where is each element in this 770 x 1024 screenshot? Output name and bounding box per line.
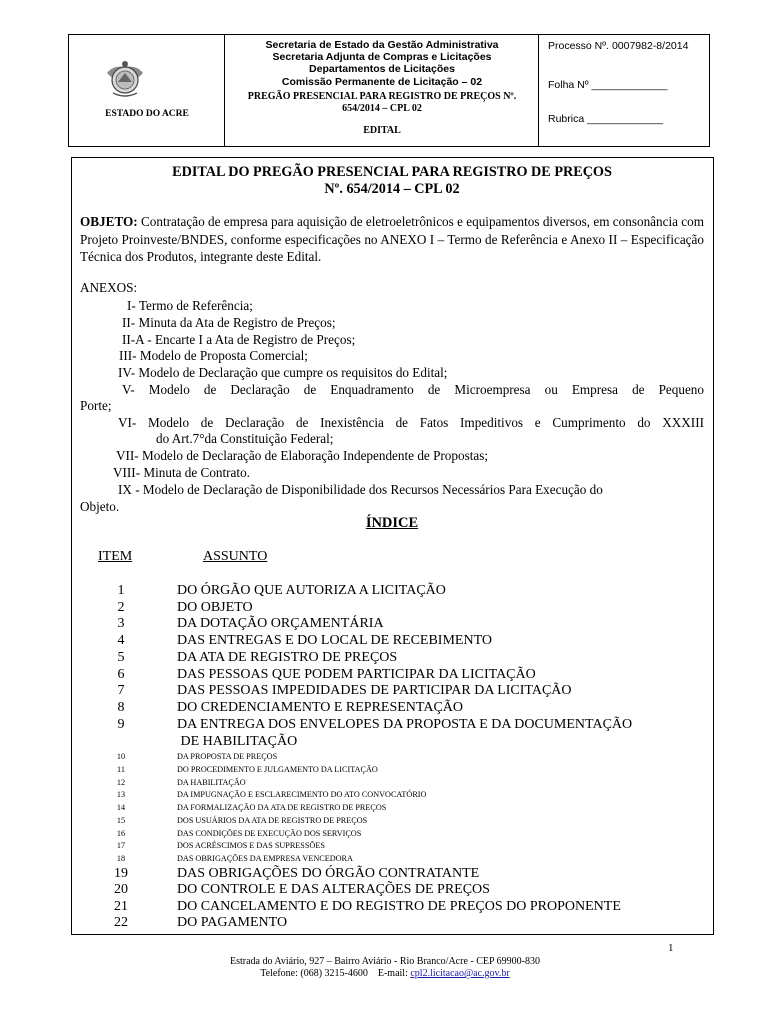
header-line: Secretaria Adjunta de Compras e Licitações xyxy=(272,51,492,63)
index-item-title: DAS OBRIGAÇÕES DO ÓRGÃO CONTRATANTE xyxy=(177,866,480,881)
process-number: Processo Nº. 0007982-8/2014 xyxy=(548,40,689,52)
index-item-number: 20 xyxy=(114,882,128,897)
index-item-title: DA ENTREGA DOS ENVELOPES DA PROPOSTA E DA DOCUMENTAÇÃO xyxy=(177,717,633,732)
header-line: Comissão Permanente de Licitação – 02 xyxy=(281,76,483,88)
state-label: ESTADO DO ACRE xyxy=(105,109,189,119)
footer-contact xyxy=(0,968,770,979)
header-line: 654/2014 – CPL 02 xyxy=(342,103,422,114)
index-item-title: DA PROPOSTA DE PREÇOS xyxy=(177,752,278,761)
index-item-title: DO PAGAMENTO xyxy=(177,915,288,930)
folha-field: Folha Nº _____________ xyxy=(548,79,668,91)
annex-item: VIII- Minuta de Contrato. xyxy=(113,465,250,480)
index-item-title: DAS CONDIÇÕES DE EXECUÇÃO DOS SERVIÇOS xyxy=(177,829,362,838)
annex-item: II- Minuta da Ata de Registro de Preços; xyxy=(122,315,336,330)
index-item-title: DAS ENTREGAS E DO LOCAL DE RECEBIMENTO xyxy=(177,633,492,648)
index-item-number: 13 xyxy=(116,790,126,799)
anexos-heading: ANEXOS: xyxy=(80,280,138,295)
index-item-title: DAS OBRIGAÇÕES DA EMPRESA VENCEDORA xyxy=(177,854,353,863)
index-item-title: DA FORMALIZAÇÃO DA ATA DE REGISTRO DE PREÇOS xyxy=(177,803,387,812)
annex-item: V- Modelo de Declaração de Enquadramento de Microempresa ou Empresa de Pequeno xyxy=(122,382,704,397)
annex-item: Porte; xyxy=(80,398,112,413)
index-item-number: 18 xyxy=(116,854,126,863)
index-item-number: 10 xyxy=(116,752,126,761)
page-number: 1 xyxy=(668,942,674,954)
main-content-box xyxy=(71,157,714,935)
annex-item: I- Termo de Referência; xyxy=(127,298,253,313)
index-item-number: 19 xyxy=(114,866,128,881)
header-divider xyxy=(224,34,225,147)
index-item-title: DO PROCEDIMENTO E JULGAMENTO DA LICITAÇÃO xyxy=(177,765,378,774)
index-item-number: 12 xyxy=(116,778,126,787)
index-item-number: 21 xyxy=(114,899,128,914)
objeto-label: OBJETO: xyxy=(80,214,138,229)
index-item-title: DOS USUÁRIOS DA ATA DE REGISTRO DE PREÇOS xyxy=(177,816,368,825)
index-item-title: DE HABILITAÇÃO xyxy=(177,734,298,749)
annex-item: II-A - Encarte I a Ata de Registro de Preços; xyxy=(122,332,356,347)
index-item-title: DAS PESSOAS IMPEDIDADES DE PARTICIPAR DA LICITAÇÃO xyxy=(177,683,572,698)
footer-email-link[interactable]: cpl2.licitacao@ac.gov.br xyxy=(410,968,510,979)
index-item-title: DOS ACRÉSCIMOS E DAS SUPRESSÕES xyxy=(177,841,325,850)
index-item-number: 7 xyxy=(117,683,125,698)
index-item-number: 5 xyxy=(117,650,125,665)
indice-col-assunto: ASSUNTO xyxy=(203,549,268,564)
index-item-number: 1 xyxy=(117,583,125,598)
index-item-number: 6 xyxy=(117,667,125,682)
index-item-title: DO OBJETO xyxy=(177,600,253,615)
index-item-title: DO ÓRGÃO QUE AUTORIZA A LICITAÇÃO xyxy=(177,583,446,598)
index-item-title: DA HABILITAÇÃO xyxy=(177,778,246,787)
index-item-number: 22 xyxy=(114,915,128,930)
document-title: EDITAL DO PREGÃO PRESENCIAL PARA REGISTRO DE PREÇOS xyxy=(172,164,612,180)
footer-address: Estrada do Aviário, 927 – Bairro Aviário - Rio Branco/Acre - CEP 69900-830 xyxy=(229,956,541,967)
header-line: Departamentos de Licitações xyxy=(309,63,455,75)
index-item-title: DO CONTROLE E DAS ALTERAÇÕES DE PREÇOS xyxy=(177,882,490,897)
state-seal-icon xyxy=(103,55,147,99)
rubrica-field: Rubrica _____________ xyxy=(548,113,664,125)
indice-heading: ÍNDICE xyxy=(365,515,419,531)
index-item-number: 4 xyxy=(117,633,125,648)
index-item-number: 2 xyxy=(117,600,125,615)
index-item-number: 9 xyxy=(117,717,125,732)
index-item-number: 11 xyxy=(117,765,125,774)
annex-item: VII- Modelo de Declaração de Elaboração Independente de Propostas; xyxy=(116,448,489,463)
objeto-text: Contratação de empresa para aquisição de eletroeletrônicos e equipamentos diversos, em consonância com Projeto Proinveste/BNDES, conforme especificações no ANEXO I – Termo de Referência e Anexo II – Especificação Técnica dos Produtos, integrante deste Edital. xyxy=(80,214,704,264)
header-divider xyxy=(538,34,539,147)
annex-item: Objeto. xyxy=(80,499,120,514)
index-item-number: 15 xyxy=(116,816,126,825)
objeto-paragraph xyxy=(80,213,704,266)
document-number: Nº. 654/2014 – CPL 02 xyxy=(324,181,460,197)
index-item-title: DA ATA DE REGISTRO DE PREÇOS xyxy=(177,650,398,665)
index-item-title: DO CANCELAMENTO E DO REGISTRO DE PREÇOS DO PROPONENTE xyxy=(177,899,621,914)
header-line: PREGÃO PRESENCIAL PARA REGISTRO DE PREÇOS Nº. xyxy=(247,91,517,102)
index-item-title: DA IMPUGNAÇÃO E ESCLARECIMENTO DO ATO CONVOCATÓRIO xyxy=(177,790,427,799)
header-edital: EDITAL xyxy=(363,125,401,136)
index-item-number: 8 xyxy=(117,700,125,715)
index-item-number: 3 xyxy=(117,616,125,631)
index-item-number: 17 xyxy=(116,841,126,850)
annex-item: IV- Modelo de Declaração que cumpre os requisitos do Edital; xyxy=(118,365,448,380)
index-item-title: DAS PESSOAS QUE PODEM PARTICIPAR DA LICITAÇÃO xyxy=(177,667,536,682)
annex-item: IX - Modelo de Declaração de Disponibilidade dos Recursos Necessários Para Execução do xyxy=(118,482,603,497)
index-item-number: 16 xyxy=(116,829,126,838)
indice-col-item: ITEM xyxy=(98,549,133,564)
header-line: Secretaria de Estado da Gestão Administrativa xyxy=(265,39,499,51)
index-item-title: DO CREDENCIAMENTO E REPRESENTAÇÃO xyxy=(177,700,464,715)
annex-item: III- Modelo de Proposta Comercial; xyxy=(119,348,308,363)
annex-item: do Art.7°da Constituição Federal; xyxy=(156,431,334,446)
footer-phone: Telefone: (068) 3215-4600 E-mail: xyxy=(260,968,411,979)
index-item-title: DA DOTAÇÃO ORÇAMENTÁRIA xyxy=(177,616,384,631)
index-item-number: 14 xyxy=(116,803,126,812)
annex-item: VI- Modelo de Declaração de Inexistência de Fatos Impeditivos e Cumprimento do XXXIII xyxy=(118,415,704,430)
